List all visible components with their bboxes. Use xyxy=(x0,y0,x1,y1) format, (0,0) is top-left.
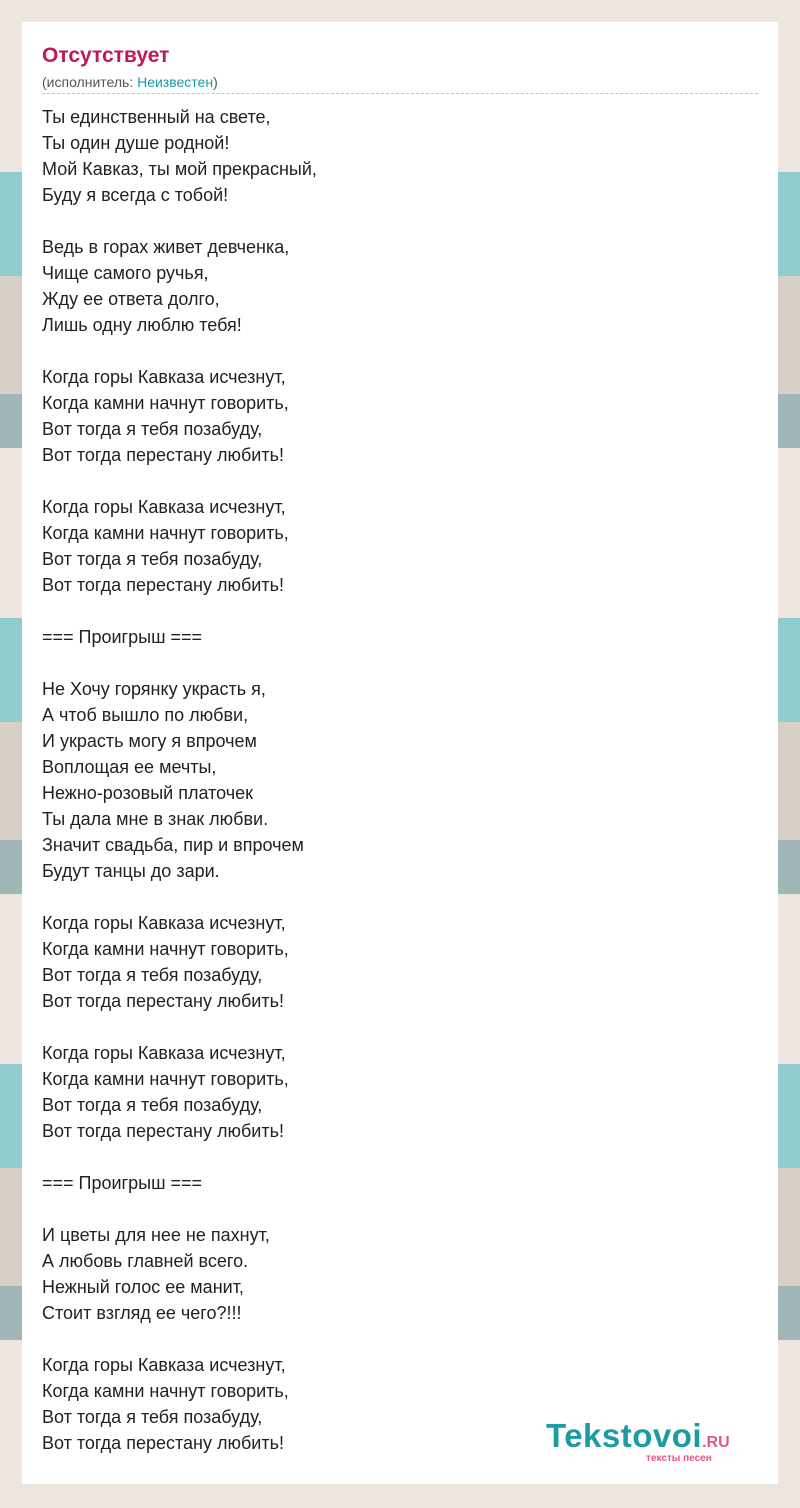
lyric-line: Вот тогда я тебя позабуду, xyxy=(42,965,263,985)
lyric-line: === Проигрыш === xyxy=(42,627,203,647)
lyric-line: Когда камни начнут говорить, xyxy=(42,523,289,543)
lyrics-text xyxy=(42,104,317,1456)
lyric-line: Воплощая ее мечты, xyxy=(42,757,217,777)
lyric-line: Вот тогда перестану любить! xyxy=(42,575,284,595)
lyric-line xyxy=(42,650,317,676)
lyric-line: Когда камни начнут говорить, xyxy=(42,1381,289,1401)
logo-domain: .RU xyxy=(702,1434,730,1451)
lyric-line: Когда горы Кавказа исчезнут, xyxy=(42,913,286,933)
logo-name: Tekstovoi xyxy=(546,1417,703,1454)
lyric-line: Когда горы Кавказа исчезнут, xyxy=(42,497,286,517)
lyric-line: Когда горы Кавказа исчезнут, xyxy=(42,1043,286,1063)
lyric-line xyxy=(42,468,317,494)
lyric-line: А чтоб вышло по любви, xyxy=(42,705,249,725)
lyric-line: И украсть могу я впрочем xyxy=(42,731,257,751)
lyric-line: А любовь главней всего. xyxy=(42,1251,249,1271)
song-title: Отсутствует xyxy=(42,44,170,67)
lyric-line: Ты единственный на свете, xyxy=(42,107,271,127)
lyric-line: Ведь в горах живет девченка, xyxy=(42,237,290,257)
lyric-line: Лишь одну люблю тебя! xyxy=(42,315,242,335)
lyric-line: Вот тогда я тебя позабуду, xyxy=(42,1095,263,1115)
lyric-line: Вот тогда перестану любить! xyxy=(42,991,284,1011)
lyric-line xyxy=(42,1326,317,1352)
lyric-line xyxy=(42,208,317,234)
lyric-line: Нежно-розовый платочек xyxy=(42,783,254,803)
lyric-line: Вот тогда я тебя позабуду, xyxy=(42,419,263,439)
lyric-line: Стоит взгляд ее чего?!!! xyxy=(42,1303,242,1323)
lyric-line: Нежный голос ее манит, xyxy=(42,1277,244,1297)
lyric-line: === Проигрыш === xyxy=(42,1173,203,1193)
lyric-line: И цветы для нее не пахнут, xyxy=(42,1225,270,1245)
lyric-line xyxy=(42,884,317,910)
lyric-line: Ты один душе родной! xyxy=(42,133,230,153)
lyric-line: Чище самого ручья, xyxy=(42,263,209,283)
lyric-line: Не Хочу горянку украсть я, xyxy=(42,679,266,699)
performer-prefix: (исполнитель: xyxy=(42,74,138,90)
lyric-line: Когда камни начнут говорить, xyxy=(42,393,289,413)
lyric-line xyxy=(42,1144,317,1170)
lyric-line: Когда камни начнут говорить, xyxy=(42,939,289,959)
performer-line xyxy=(42,74,218,90)
lyric-line: Вот тогда я тебя позабуду, xyxy=(42,1407,263,1427)
lyric-line xyxy=(42,1014,317,1040)
performer-link[interactable]: Неизвестен xyxy=(137,74,214,90)
lyric-line: Жду ее ответа долго, xyxy=(42,289,220,309)
lyric-line: Вот тогда перестану любить! xyxy=(42,1121,284,1141)
lyric-line: Мой Кавказ, ты мой прекрасный, xyxy=(42,159,317,179)
lyric-line: Когда горы Кавказа исчезнут, xyxy=(42,1355,286,1375)
lyrics-card xyxy=(22,22,778,1484)
lyric-line: Буду я всегда с тобой! xyxy=(42,185,229,205)
performer-suffix: ) xyxy=(213,74,218,90)
lyric-line: Вот тогда я тебя позабуду, xyxy=(42,549,263,569)
lyric-line: Будут танцы до зари. xyxy=(42,861,220,881)
lyric-line: Вот тогда перестану любить! xyxy=(42,1433,284,1453)
lyric-line: Значит свадьба, пир и впрочем xyxy=(42,835,304,855)
lyric-line xyxy=(42,1196,317,1222)
lyric-line: Ты дала мне в знак любви. xyxy=(42,809,269,829)
lyric-line xyxy=(42,598,317,624)
lyric-line: Вот тогда перестану любить! xyxy=(42,445,284,465)
logo-tagline: тексты песен xyxy=(646,1453,712,1464)
header-divider xyxy=(42,93,758,94)
lyric-line: Когда горы Кавказа исчезнут, xyxy=(42,367,286,387)
lyric-line xyxy=(42,338,317,364)
lyric-line: Когда камни начнут говорить, xyxy=(42,1069,289,1089)
